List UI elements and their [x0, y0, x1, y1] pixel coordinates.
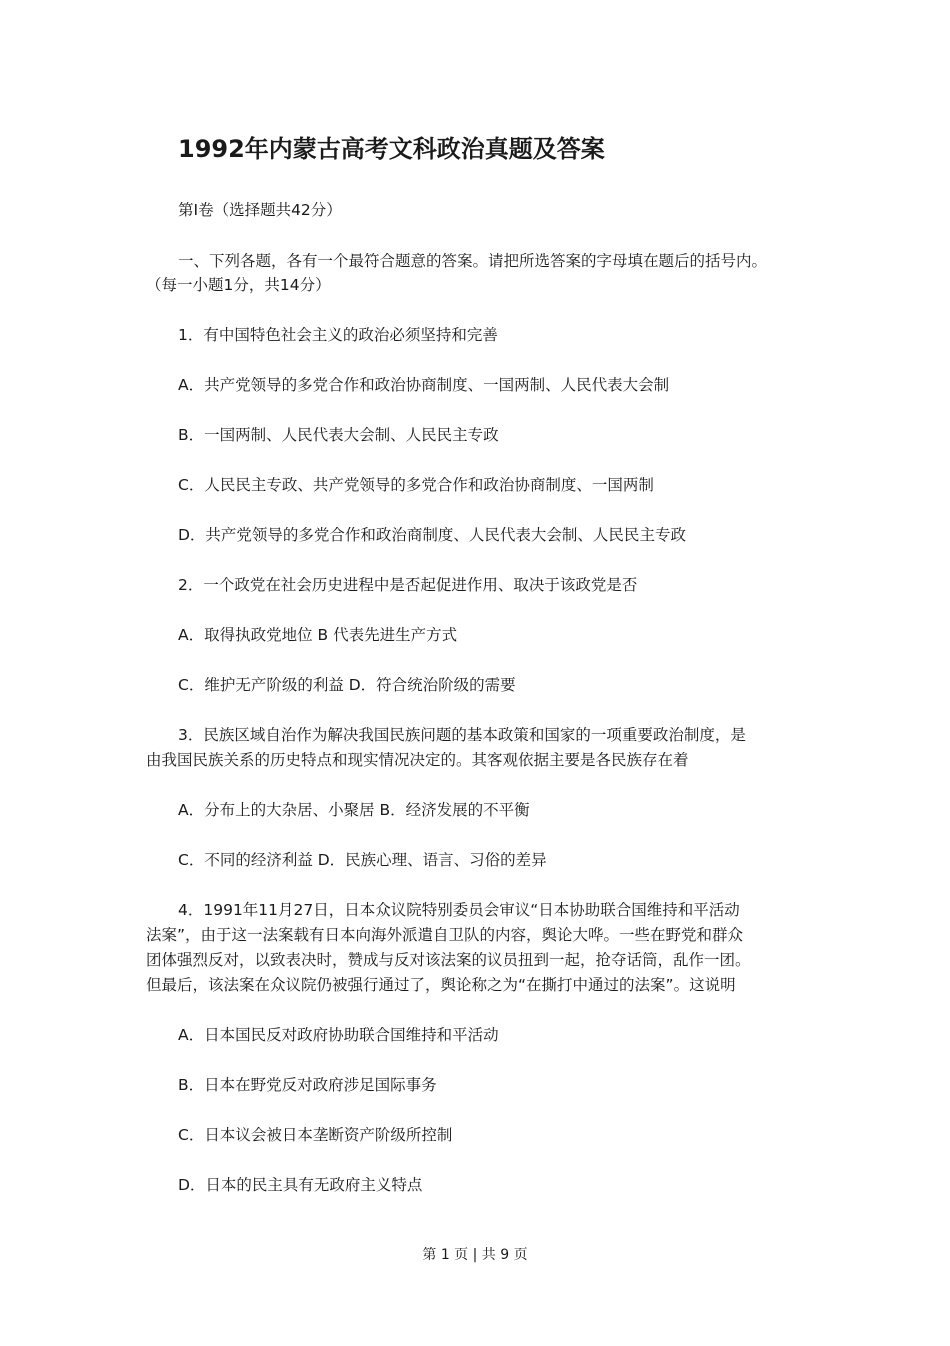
question-4-option-b: B．日本在野党反对政府涉足国际事务: [178, 1076, 437, 1094]
question-3-options-cd: C．不同的经济利益 D．民族心理、语言、习俗的差异: [178, 851, 547, 869]
question-4-option-d: D．日本的民主具有无政府主义特点: [178, 1176, 423, 1194]
question-3-options-ab: A．分布上的大杂居、小聚居 B．经济发展的不平衡: [178, 801, 530, 819]
question-4-stem-line-3: 团体强烈反对，以致表决时，赞成与反对该法案的议员扭到一起，抢夺话筒，乱作一团。: [146, 951, 751, 969]
question-1-stem: 1．有中国特色社会主义的政治必须坚持和完善: [178, 326, 498, 344]
instruction-line-2: （每一小题1分，共14分）: [146, 276, 331, 294]
question-4-option-c: C．日本议会被日本垄断资产阶级所控制: [178, 1126, 453, 1144]
question-3-stem-line-1: 3．民族区域自治作为解决我国民族问题的基本政策和国家的一项重要政治制度，是: [178, 726, 746, 744]
question-2-options-ab: A．取得执政党地位 B 代表先进生产方式: [178, 626, 458, 644]
question-1-option-c: C．人民民主专政、共产党领导的多党合作和政治协商制度、一国两制: [178, 476, 654, 494]
question-2-stem: 2．一个政党在社会历史进程中是否起促进作用、取决于该政党是否: [178, 576, 638, 594]
section-heading: 第Ⅰ卷（选择题共42分）: [178, 201, 342, 219]
question-1-option-a: A．共产党领导的多党合作和政治协商制度、一国两制、人民代表大会制: [178, 376, 670, 394]
question-4-option-a: A．日本国民反对政府协助联合国维持和平活动: [178, 1026, 499, 1044]
instruction-line-1: 一、下列各题，各有一个最符合题意的答案。请把所选答案的字母填在题后的括号内。: [178, 252, 768, 270]
question-4-stem-line-1: 4．1991年11月27日，日本众议院特别委员会审议“日本协助联合国维持和平活动: [178, 901, 740, 919]
question-4-stem-line-4: 但最后，该法案在众议院仍被强行通过了，舆论称之为“在撕打中通过的法案”。这说明: [146, 976, 736, 994]
page-title: 1992年内蒙古高考文科政治真题及答案: [178, 135, 605, 163]
question-1-option-d: D．共产党领导的多党合作和政治商制度、人民代表大会制、人民民主专政: [178, 526, 686, 544]
question-3-stem-line-2: 由我国民族关系的历史特点和现实情况决定的。其客观依据主要是各民族存在着: [146, 751, 689, 769]
question-2-options-cd: C．维护无产阶级的利益 D．符合统治阶级的需要: [178, 676, 516, 694]
question-4-stem-line-2: 法案”，由于这一法案载有日本向海外派遣自卫队的内容，舆论大哗。一些在野党和群众: [146, 926, 744, 944]
question-1-option-b: B．一国两制、人民代表大会制、人民民主专政: [178, 426, 499, 444]
page-footer: 第 1 页 | 共 9 页: [422, 1247, 528, 1263]
